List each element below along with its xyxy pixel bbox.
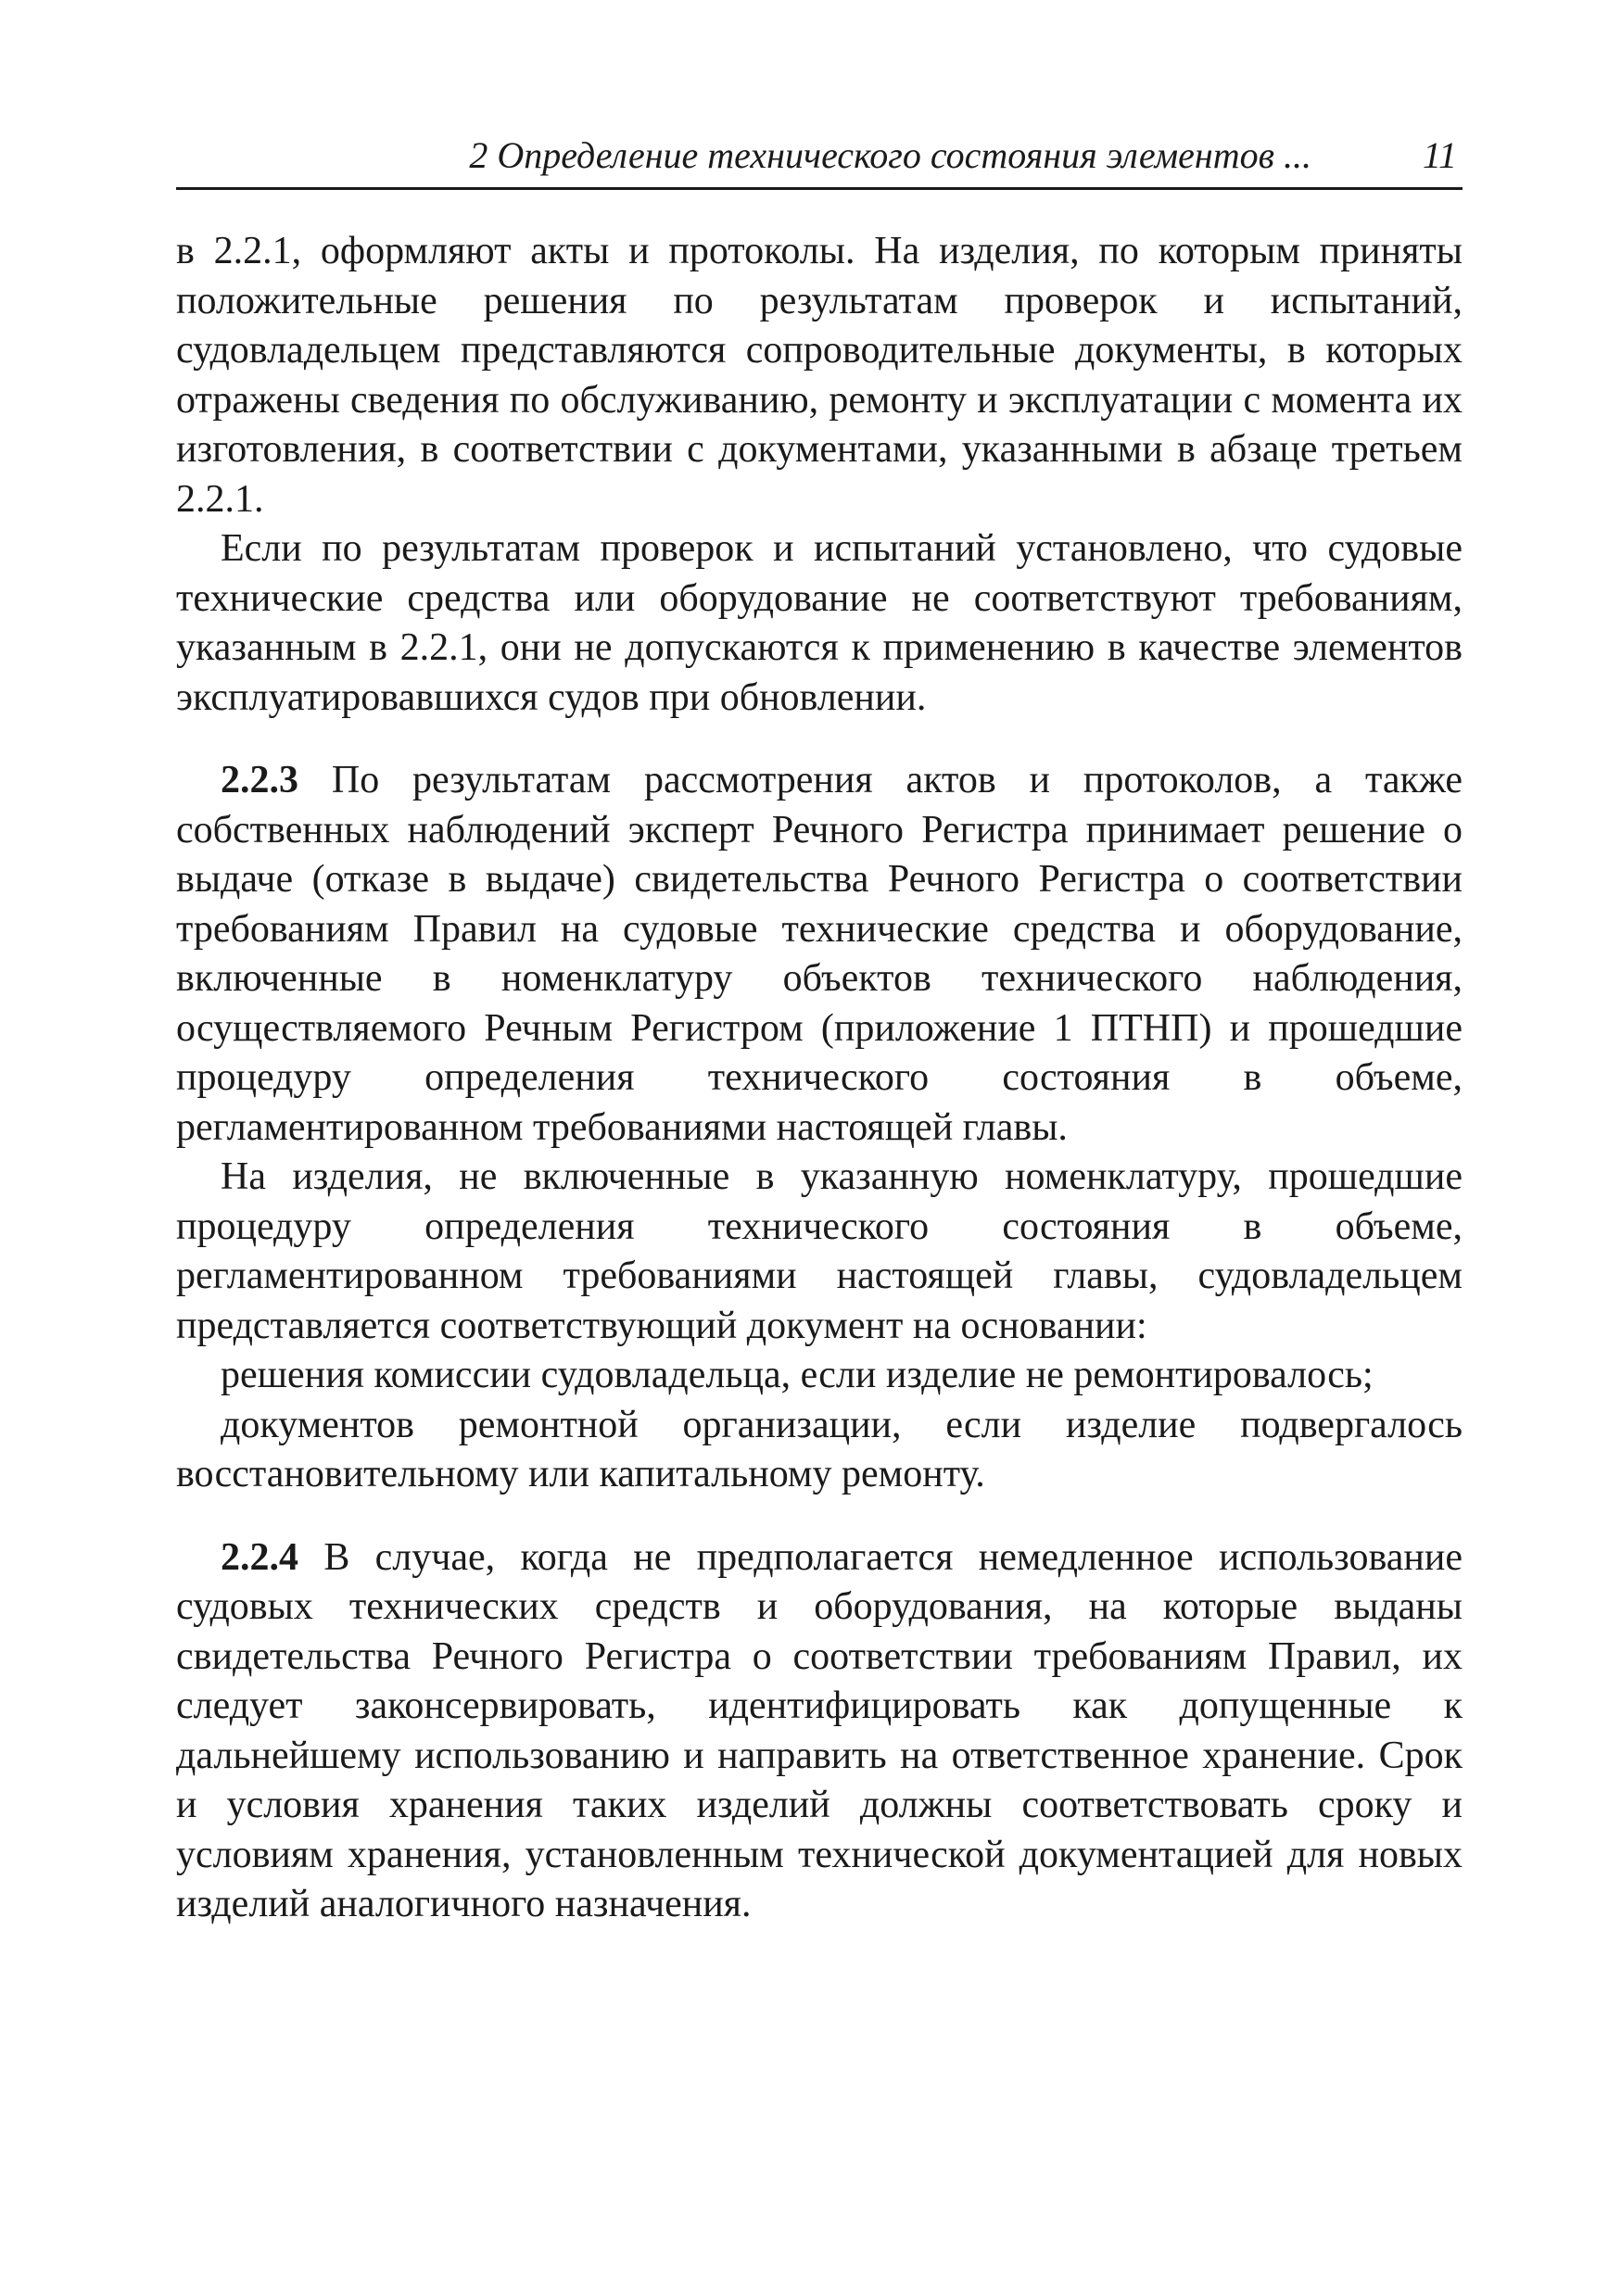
clause-2-2-4	[176, 1533, 1463, 1930]
clause-number: 2.2.4	[221, 1535, 298, 1579]
clause-text: В случае, когда не предполагается немедленное использование судовых технических средств и оборудования, на которые выданы свидетельства Речного Регистра о соответствии требованиям Правил, их следует законсервировать, идентифицировать как допущенные к дальнейшему использованию и направить на ответственное хранение. Срок и условия хранения таких изделий должны соответствовать сроку и условиям хранения, установленным технической документацией для новых изделий аналогичного назначения.	[176, 1535, 1463, 1925]
list-item-commission-decision: решения комиссии судовладельца, если изделие не ремонтировалось;	[221, 1354, 1374, 1396]
paragraph-continuation: в 2.2.1, оформляют акты и протоколы. На изделия, по которым приняты положительные решения по результатам проверок и испытаний, судовладельцем представляются сопроводительные документы, в которых отражены сведения по обслуживанию, ремонту и эксплуатации с момента их изготовления, в соответствии с документами, указанными в абзаце третьем 2.2.1.	[176, 230, 1463, 521]
running-header	[176, 130, 1463, 190]
list-item-repair-documents: документов ремонтной организации, если изделие подвергалось восстановительному или капитальному ремонту.	[176, 1403, 1463, 1495]
clause-text: По результатам рассмотрения актов и протоколов, а также собственных наблюдений эксперт Речного Регистра принимает решение о выдаче (отказе в выдаче) свидетельства Речного Регистра о соответствии требованиям Правил на судовые технические средства и оборудование, включенные в номенклатуру объектов технического наблюдения, осуществляемого Речным Регистром (приложение 1 ПТНП) и прошедшие процедуру определения технического состояния в объеме, регламентированном требованиями настоящей главы.	[176, 759, 1463, 1149]
paragraph-other-items: На изделия, не включенные в указанную номенклатуру, прошедшие процедуру определения технического состояния в объеме, регламентированном требованиями настоящей главы, судовладельцем представляется соответствующий документ на основании:	[176, 1155, 1463, 1347]
paragraph-nonconformity: Если по результатам проверок и испытаний установлено, что судовые технические средства или оборудование не соответствуют требованиям, указанным в 2.2.1, они не допускаются к применению в качестве элементов эксплуатировавшихся судов при обновлении.	[176, 527, 1463, 719]
clause-number: 2.2.3	[221, 759, 298, 801]
document-page	[176, 130, 1463, 1930]
body-text	[176, 227, 1463, 1930]
chapter-title: 2 Определение технического состояния элементов ...	[469, 134, 1311, 176]
clause-2-2-3	[176, 756, 1463, 1153]
page-number: 11	[1422, 134, 1457, 176]
